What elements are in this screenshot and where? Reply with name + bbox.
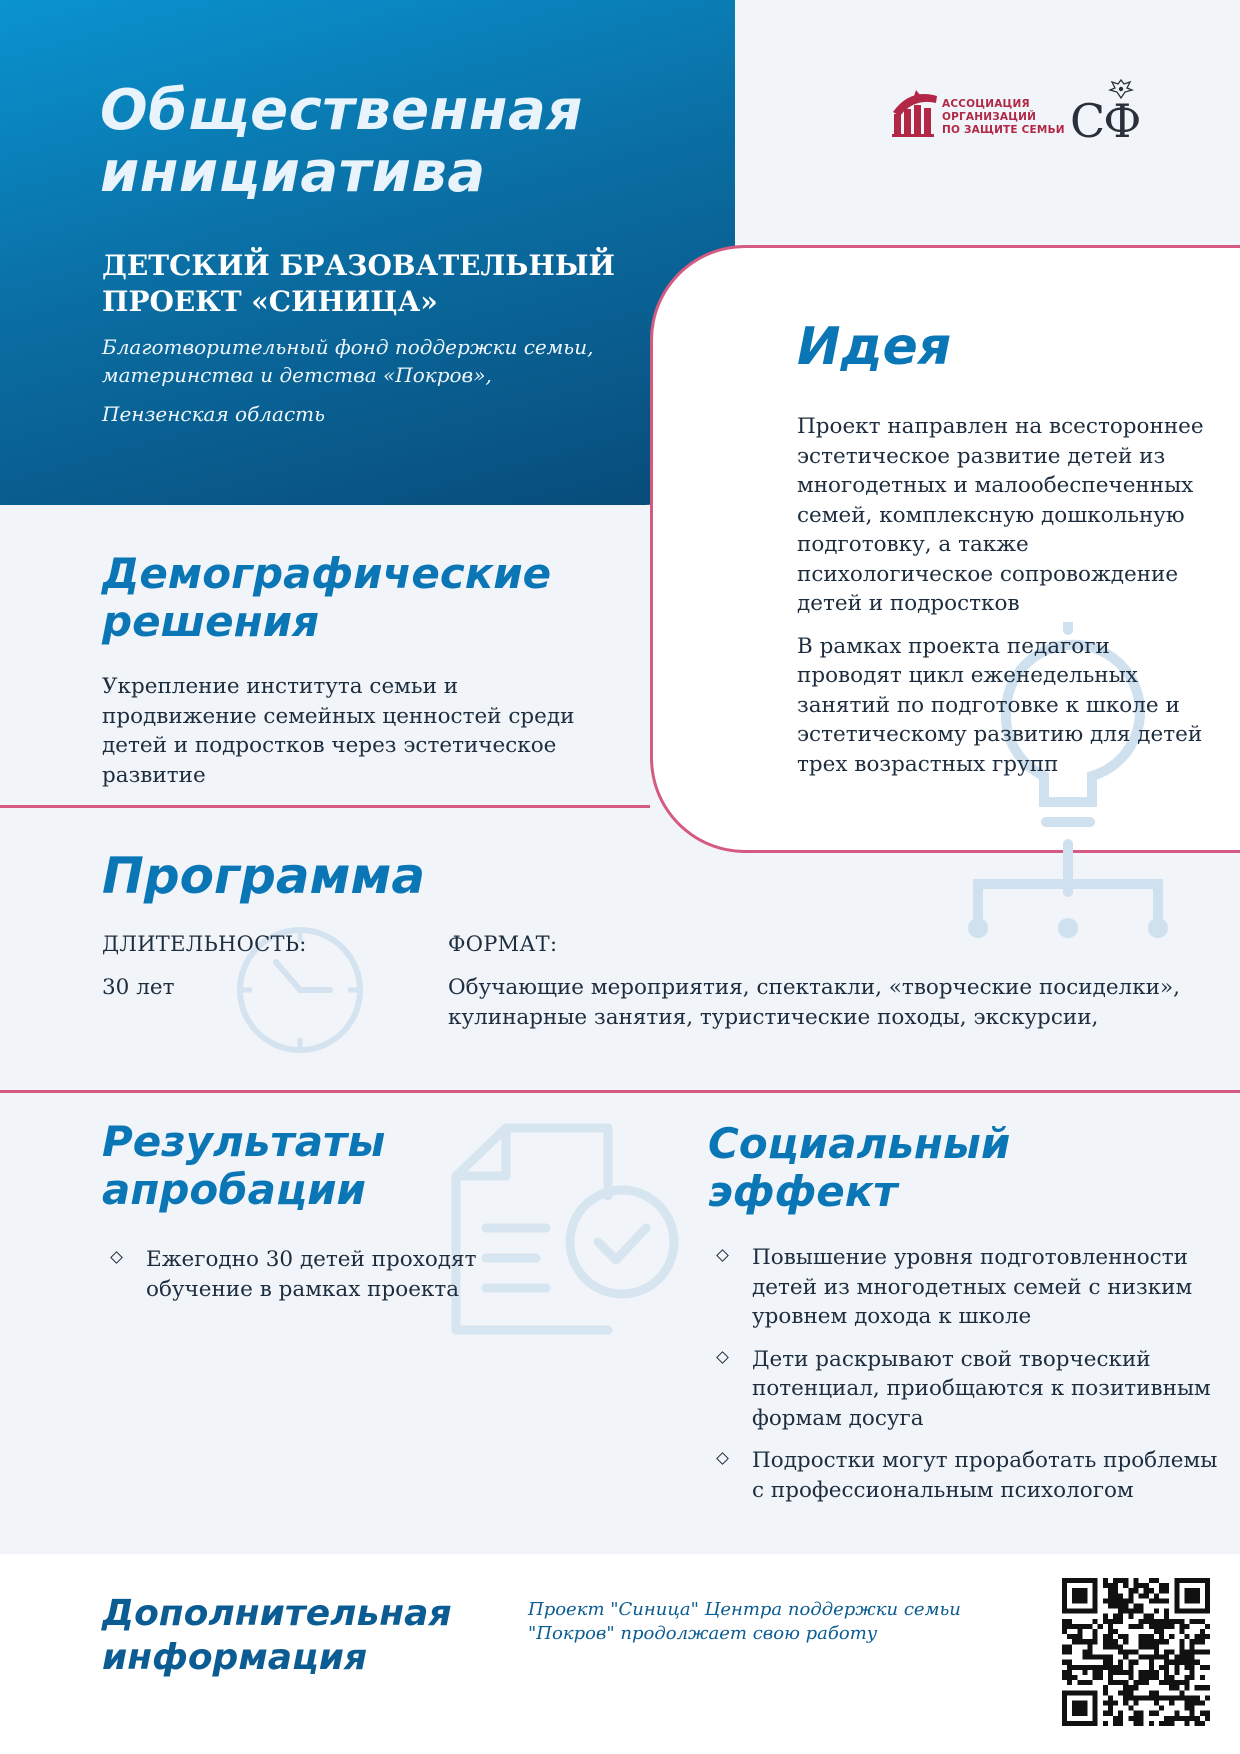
- social-title: [708, 1120, 1168, 1216]
- partner-logos: [890, 78, 1210, 158]
- hero-title: [100, 80, 700, 204]
- organization-name: [102, 333, 662, 389]
- project-name-line2: ПРОЕКТ «СИНИЦА»: [102, 285, 438, 318]
- divider: [0, 805, 650, 808]
- list-item: [104, 1245, 484, 1304]
- region: Пензенская область: [102, 402, 325, 426]
- association-logo-text: [942, 98, 1065, 137]
- organization-line1: Благотворительный фонд поддержки семьи,: [102, 335, 594, 359]
- demography-title-line1: Демографические: [102, 549, 552, 598]
- idea-title: Идея: [797, 317, 952, 377]
- list-item: [710, 1446, 1230, 1505]
- hero-title-line2: инициатива: [100, 140, 486, 205]
- association-line1: АССОЦИАЦИЯ: [942, 98, 1030, 110]
- demography-title: [102, 550, 602, 646]
- idea-paragraph-2: В рамках проекта педагоги проводят цикл еженедельных занятий по подготовке к школе и эстетическому развитию для детей трех возрастных групп: [797, 633, 1203, 777]
- results-title-line1: Результаты: [102, 1117, 386, 1166]
- results-title-line2: апробации: [102, 1165, 366, 1214]
- footer-title-line1: Дополнительная: [102, 1593, 452, 1634]
- footer-title-line2: информация: [102, 1637, 368, 1678]
- social-list: [710, 1243, 1230, 1518]
- project-name-line1: ДЕТСКИЙ БРАЗОВАТЕЛЬНЫЙ: [102, 249, 615, 282]
- divider: [0, 1090, 1240, 1093]
- results-list: [104, 1245, 484, 1317]
- association-line2: ОРГАНИЗАЦИЙ: [942, 111, 1037, 123]
- hero-title-line1: Общественная: [100, 78, 583, 143]
- sf-logo: СФ: [1070, 94, 1140, 148]
- duration-value: 30 лет: [102, 975, 175, 1000]
- footer-title: [102, 1592, 502, 1680]
- association-logo-icon: [890, 86, 940, 138]
- program-title: Программа: [102, 847, 426, 905]
- list-item-text: Подростки могут проработать проблемы с профессиональным психологом: [752, 1448, 1218, 1503]
- results-title: [102, 1118, 562, 1214]
- social-title-line2: эффект: [708, 1167, 898, 1216]
- diamond-bullet-icon: [716, 1452, 729, 1465]
- list-item: [710, 1243, 1230, 1332]
- diamond-bullet-icon: [110, 1251, 123, 1264]
- footer-note-line1: Проект "Синица" Центра поддержки семьи: [528, 1599, 961, 1620]
- organization-line2: материнства и детства «Покров»,: [102, 363, 492, 387]
- format-label: ФОРМАТ:: [448, 932, 558, 956]
- project-name: [102, 248, 662, 320]
- list-item-text: Повышение уровня подготовленности детей из многодетных семей с низким уровнем дохода к школе: [752, 1245, 1193, 1329]
- idea-text: [797, 412, 1207, 792]
- footer-note: [528, 1598, 988, 1646]
- footer-note-line2: "Покров" продолжает свою работу: [528, 1623, 878, 1644]
- diamond-bullet-icon: [716, 1351, 729, 1364]
- social-title-line1: Социальный: [708, 1119, 1011, 1168]
- list-item: [710, 1345, 1230, 1434]
- diamond-bullet-icon: [716, 1249, 729, 1262]
- duration-label: ДЛИТЕЛЬНОСТЬ:: [102, 932, 307, 956]
- association-line3: ПО ЗАЩИТЕ СЕМЬИ: [942, 124, 1065, 136]
- idea-paragraph-1: Проект направлен на всестороннее эстетическое развитие детей из многодетных и малообеспеченных семей, комплексную дошкольную подготовку, а также психологическое сопровождение детей и подростков: [797, 414, 1204, 616]
- demography-text: Укрепление института семьи и продвижение семейных ценностей среди детей и подростков через эстетическое развитие: [102, 674, 575, 788]
- qr-code[interactable]: [1062, 1578, 1210, 1726]
- format-value: Обучающие мероприятия, спектакли, «творческие посиделки», кулинарные занятия, туристические походы, экскурсии,: [448, 975, 1180, 1030]
- demography-title-line2: решения: [102, 597, 320, 646]
- list-item-text: Дети раскрывают свой творческий потенциал, приобщаются к позитивным формам досуга: [752, 1346, 1211, 1431]
- list-item-text: Ежегодно 30 детей проходят обучение в рамках проекта: [146, 1247, 477, 1302]
